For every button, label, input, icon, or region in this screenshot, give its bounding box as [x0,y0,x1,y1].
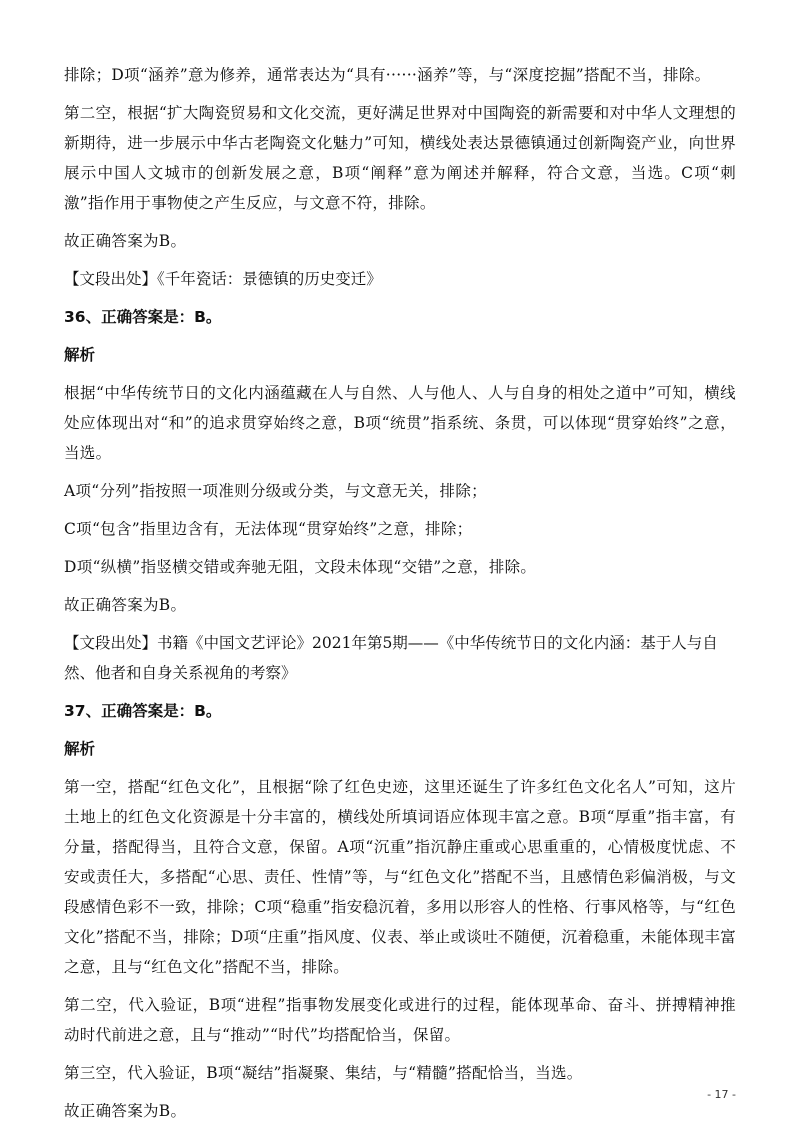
analysis-label: 解析 [64,740,96,758]
question-37 [64,696,736,1126]
page-number: - 17 - [707,1088,736,1101]
paragraph: A项“分列”指按照一项准则分级或分类，与文意无关，排除； [64,482,487,500]
passage-source: 【文段出处】《千年瓷话：景德镇的历史变迁》 [64,270,382,288]
paragraph: C项“包含”指里边含有，无法体现“贯穿始终”之意，排除； [64,520,473,538]
paragraph: 第一空，搭配“红色文化”，且根据“除了红色史迹，这里还诞生了许多红色文化名人”可知，这片土地上的红色文化资源是十分丰富的，横线处所填词语应体现丰富之意。B项“厚重”指丰富，有分量，搭配得当，且符合文意，保留。A项“沉重”指沉静庄重或心思重重的，心情极度忧虑、不安或责任大，多搭配“心思、责任、性情”等，与“红色文化”搭配不当，且感情色彩偏消极，与文段感情色彩不一致，排除；C项“稳重”指安稳沉着，多用以形容人的性格、行事风格等，与“红色文化”搭配不当，排除；D项“庄重”指风度、仪表、举止或谈吐不随便，沉着稳重，未能体现丰富之意，且与“红色文化”搭配不当，排除。 [64,778,736,976]
paragraph: 第三空，代入验证，B项“凝结”指凝聚、集结，与“精髓”搭配恰当，当选。 [64,1064,583,1082]
answer-conclusion: 故正确答案为B。 [64,596,187,614]
paragraph: D项“纵横”指竖横交错或奔驰无阻，文段未体现“交错”之意，排除。 [64,558,537,576]
paragraph: 根据“中华传统节日的文化内涵蕴藏在人与自然、人与他人、人与自身的相处之道中”可知，横线处应体现出对“和”的追求贯穿始终之意，B项“统贯”指系统、条贯，可以体现“贯穿始终”之意，当选。 [64,384,736,462]
analysis-label: 解析 [64,346,96,364]
paragraph: 第二空，根据“扩大陶瓷贸易和文化交流，更好满足世界对中国陶瓷的新需要和对中华人文理想的新期待，进一步展示中华古老陶瓷文化魅力”可知，横线处表达景德镇通过创新陶瓷产业，向世界展示中国人文城市的创新发展之意，B项“阐释”意为阐述并解释，符合文意，当选。C项“刺激”指作用于事物使之产生反应，与文意不符，排除。 [64,104,736,212]
answer-heading: 36、正确答案是：B。 [64,308,222,326]
answer-conclusion: 故正确答案为B。 [64,1102,187,1120]
paragraph: 排除；D项“涵养”意为修养，通常表达为“具有······涵养”等，与“深度挖掘”搭配不当，排除。 [64,66,711,84]
passage-source: 【文段出处】书籍《中国文艺评论》2021年第5期——《中华传统节日的文化内涵：基于人与自然、他者和自身关系视角的考察》 [64,634,718,682]
answer-heading: 37、正确答案是：B。 [64,702,222,720]
question-35-tail [64,60,736,294]
paragraph: 第二空，代入验证，B项“进程”指事物发展变化或进行的过程，能体现革命、奋斗、拼搏精神推动时代前进之意，且与“推动”“时代”均搭配恰当，保留。 [64,996,736,1044]
answer-conclusion: 故正确答案为B。 [64,232,187,250]
question-36 [64,302,736,688]
